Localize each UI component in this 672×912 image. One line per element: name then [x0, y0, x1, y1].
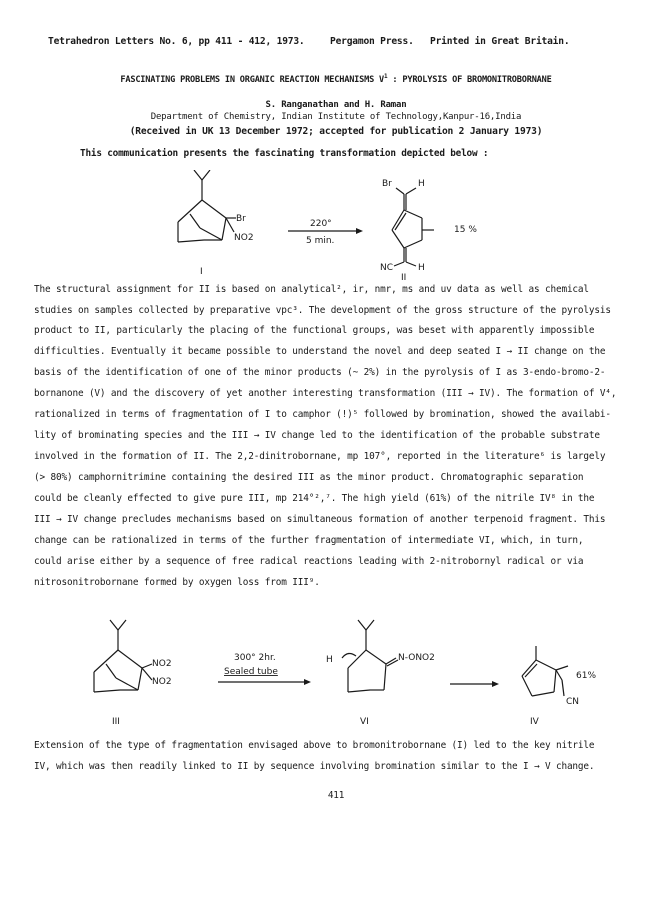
body-line: lity of brominating species and the III → IV change led to the identification of the probable substrate — [34, 430, 600, 441]
compound-iv-label: IV — [530, 717, 539, 726]
scheme-2 — [80, 618, 640, 726]
body-line: III → IV change precludes mechanisms based on simultaneous formation of another terpenoid fragment. This — [34, 514, 606, 525]
body-line: product to II, particularly the placing of the functional groups, was beset with apparently impossible — [34, 325, 595, 336]
body-line: involved in the formation of II. The 2,2-dinitrobornane, mp 107°, reported in the literature⁶ is largely — [34, 451, 606, 462]
compound-iii-label: III — [112, 717, 120, 726]
body-line: change can be rationalized in terms of the further fragmentation of intermediate VI, which, in turn, — [34, 535, 584, 546]
compound-iv-structure — [522, 646, 568, 696]
compound-i-br-label: Br — [236, 214, 246, 224]
scheme2-arrowhead-2 — [492, 681, 499, 687]
body-line: The structural assignment for II is based on analytical², ir, nmr, ms and uv data as well as chemical — [34, 284, 589, 295]
compound-ii-nc-label: NC — [380, 263, 394, 273]
body-line: (> 80%) camphornitrimine containing the desired III as the minor product. Chromatographic separation — [34, 472, 584, 483]
compound-i-structure — [178, 170, 236, 242]
compound-ii-h-top: H — [418, 179, 425, 189]
affiliation: Department of Chemistry, Indian Institute of Technology,Kanpur-16,India — [150, 112, 522, 122]
printed-in: Printed in Great Britain. — [430, 36, 570, 47]
compound-iv-cn-label: CN — [566, 697, 580, 707]
scheme1-arrowhead — [356, 228, 363, 234]
received-dates: (Received in UK 13 December 1972; accepted for publication 2 January 1973) — [129, 126, 543, 137]
journal-citation: Tetrahedron Letters No. 6, pp 411 - 412, 1973. — [48, 36, 305, 47]
closing-line: IV, which was then readily linked to II by sequence involving bromination similar to the I → V change. — [34, 761, 595, 772]
compound-vi-n-label: N-ONO2 — [398, 653, 435, 663]
body-line: could be cleanly effected to give pure III, mp 214°²,⁷. The high yield (61%) of the nitrile IV⁸ in the — [34, 493, 595, 504]
compound-ii-h-bottom: H — [418, 263, 425, 273]
scheme2-arrowhead-1 — [304, 679, 311, 685]
page-number: 411 — [327, 790, 345, 801]
title-rest: : PYROLYSIS OF BROMONITROBORNANE — [387, 74, 552, 85]
title-main: FASCINATING PROBLEMS IN ORGANIC REACTION MECHANISMS V — [120, 74, 385, 85]
compound-ii-label: II — [401, 273, 407, 280]
title-footnote: 1 — [384, 73, 388, 80]
scheme-1 — [160, 170, 540, 280]
compound-iii-no2-a: NO2 — [152, 659, 172, 669]
compound-vi-structure — [342, 620, 398, 692]
scheme1-time: 5 min. — [306, 236, 335, 246]
authors: S. Ranganathan and H. Raman — [265, 100, 407, 110]
body-line: bornanone (V) and the discovery of yet another interesting transformation (III → IV). The formation of V⁴, — [34, 388, 617, 399]
closing-line: Extension of the type of fragmentation envisaged above to bromonitrobornane (I) led to the key nitrile — [34, 740, 595, 751]
intro-sentence: This communication presents the fascinating transformation depicted below : — [80, 148, 489, 159]
scheme2-yield: 61% — [576, 671, 597, 681]
compound-vi-label: VI — [360, 717, 369, 726]
compound-iii-structure — [94, 620, 152, 692]
compound-iii-no2-b: NO2 — [152, 677, 172, 687]
body-line: could arise either by a sequence of free radical reactions leading with 2-nitrobornyl radical or via — [34, 556, 584, 567]
compound-vi-h-label: H — [326, 655, 333, 665]
article-title — [0, 73, 672, 85]
compound-ii-structure — [392, 188, 434, 266]
scheme1-yield: 15 % — [454, 225, 477, 235]
compound-i-label: I — [200, 267, 203, 277]
body-line: nitrosonitrobornane formed by oxygen loss from III⁹. — [34, 577, 320, 588]
compound-i-no2-label: NO2 — [234, 233, 254, 243]
compound-ii-br-label: Br — [382, 179, 392, 189]
body-line: studies on samples collected by preparative vpc³. The development of the gross structure of the pyrolysis — [34, 305, 611, 316]
scheme2-sealed-tube: Sealed tube — [224, 667, 278, 677]
scheme2-temperature: 300° 2hr. — [234, 653, 276, 663]
scheme1-temperature: 220° — [310, 219, 332, 229]
body-line: basis of the identification of one of the minor products (~ 2%) in the pyrolysis of I as 3-endo-bromo-2- — [34, 367, 606, 378]
body-line: difficulties. Eventually it became possible to understand the novel and deep seated I → II change on the — [34, 346, 606, 357]
publisher: Pergamon Press. — [330, 36, 414, 47]
body-line: rationalized in terms of fragmentation of I to camphor (!)⁵ followed by bromination, showed the availabi- — [34, 409, 611, 420]
